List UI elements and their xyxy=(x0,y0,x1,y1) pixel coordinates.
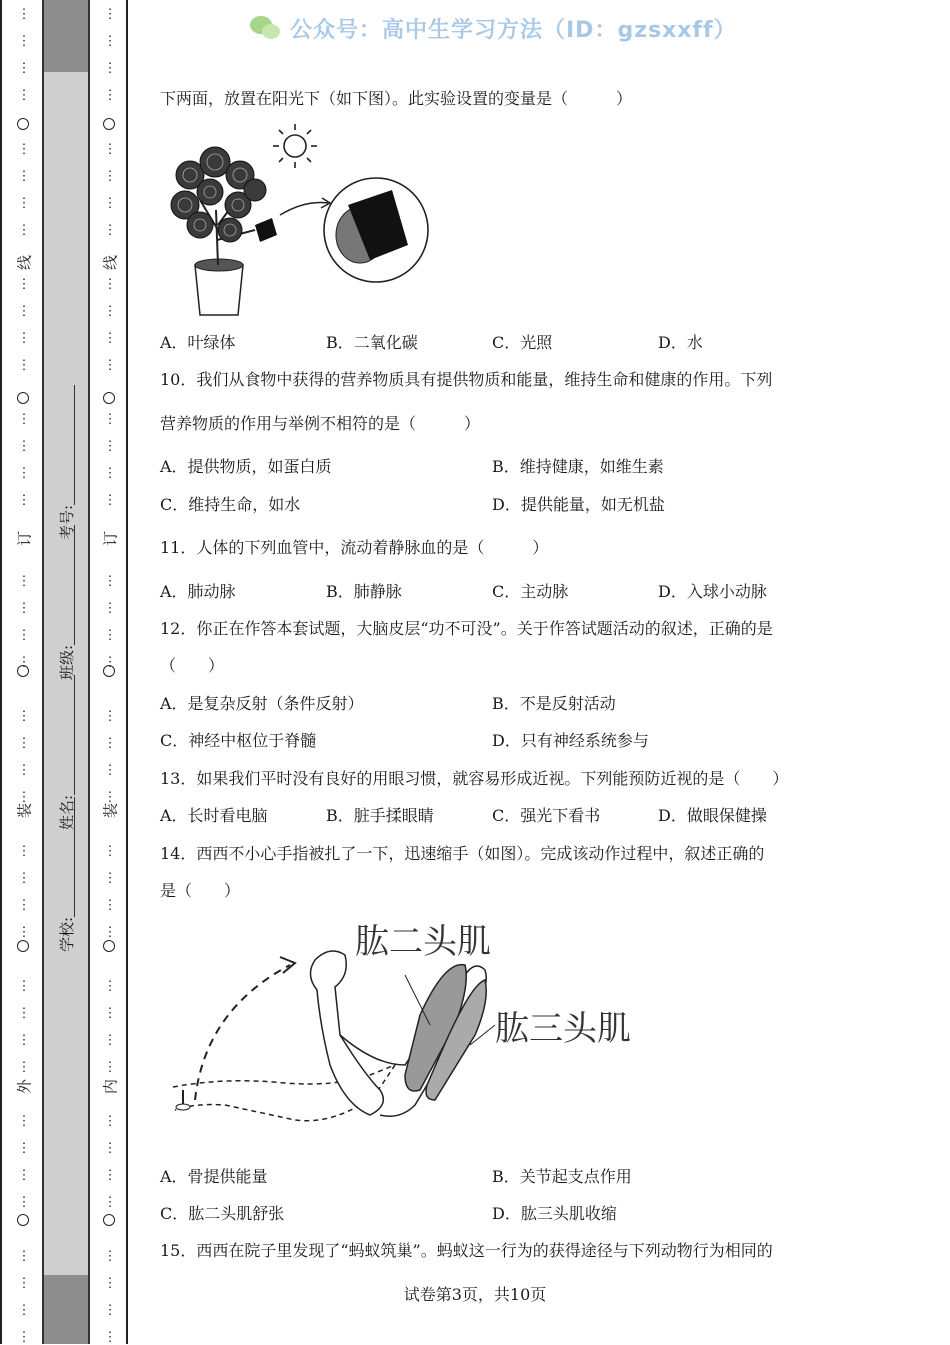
q12-option-b: B．不是反射活动 xyxy=(492,694,616,713)
seal-dots: ⋮ xyxy=(103,601,117,616)
seal-label: 线 xyxy=(101,255,120,271)
q11-option-b: B．肺静脉 xyxy=(326,582,402,601)
seal-dots: ⋮ xyxy=(103,574,117,589)
q10-option-b: B．维持健康，如维生素 xyxy=(492,457,664,476)
class-label: 班级: xyxy=(58,644,76,680)
seal-dots: ⋮ xyxy=(17,7,31,22)
q11-option-a: A．肺动脉 xyxy=(160,582,236,601)
seal-dots: ⋮ xyxy=(103,142,117,157)
seal-label: 装 xyxy=(15,803,34,819)
seal-dots: ⋮ xyxy=(103,304,117,319)
seal-dots: ⋮ xyxy=(17,628,31,643)
seal-dots: ⋮ xyxy=(17,196,31,211)
biceps-label: 肱二头肌 xyxy=(355,922,491,962)
potted-plant xyxy=(171,147,277,315)
seal-label: 订 xyxy=(15,531,34,547)
seal-label: 订 xyxy=(101,531,120,547)
q13-option-c: C．强光下看书 xyxy=(492,806,601,825)
seal-dots: ⋮ xyxy=(103,277,117,292)
seal-dots: ⋮ xyxy=(103,655,117,670)
class-field[interactable] xyxy=(56,525,77,680)
q10-stem-line1: 10．我们从食物中获得的营养物质具有提供物质和能量，维持生命和健康的作用。下列 xyxy=(160,370,773,389)
q12-option-a: A．是复杂反射（条件反射） xyxy=(160,694,364,713)
q12-stem-line1: 12．你正在作答本套试题，大脑皮层“功不可没”。关于作答试题活动的叙述，正确的是 xyxy=(160,619,773,638)
name-field[interactable] xyxy=(56,675,77,830)
seal-dots: ⋮ xyxy=(17,790,31,805)
seal-dots: ⋮ xyxy=(17,1114,31,1129)
seal-dots: ⋮ xyxy=(103,1168,117,1183)
seal-circle-icon xyxy=(103,392,115,404)
seal-dots: ⋮ xyxy=(103,763,117,778)
outer-seal-line xyxy=(14,0,34,1344)
arm-muscle-figure xyxy=(165,915,645,1150)
q12-option-d: D．只有神经系统参与 xyxy=(492,731,649,750)
q14-option-c: C．肱二头肌舒张 xyxy=(160,1204,285,1223)
seal-dots: ⋮ xyxy=(17,223,31,238)
q11-option-d: D．入球小动脉 xyxy=(658,582,767,601)
seal-dots: ⋮ xyxy=(17,763,31,778)
q9-option-d: D．水 xyxy=(658,333,703,352)
seal-dots: ⋮ xyxy=(103,628,117,643)
outer-border xyxy=(0,0,2,1344)
seal-dots: ⋮ xyxy=(103,196,117,211)
seal-dots: ⋮ xyxy=(17,142,31,157)
sun-icon xyxy=(273,124,317,168)
seal-dots: ⋮ xyxy=(103,1276,117,1291)
seal-circle-icon xyxy=(17,1214,29,1226)
seal-dots: ⋮ xyxy=(17,493,31,508)
leaf-closeup xyxy=(324,178,428,282)
seal-circle-icon xyxy=(17,665,29,677)
seal-dots: ⋮ xyxy=(17,88,31,103)
seal-dots: ⋮ xyxy=(103,1195,117,1210)
seal-dots: ⋮ xyxy=(17,412,31,427)
q15-stem: 15．西西在院子里发现了“蚂蚁筑巢”。蚂蚁这一行为的获得途径与下列动物行为相同的 xyxy=(160,1241,773,1260)
q13-stem: 13．如果我们平时没有良好的用眼习惯，就容易形成近视。下列能预防近视的是（ ） xyxy=(160,769,789,788)
q11-option-c: C．主动脉 xyxy=(492,582,569,601)
binding-block-top xyxy=(42,0,90,72)
seal-dots: ⋮ xyxy=(103,466,117,481)
header-title: 公众号：高中生学习方法（ID：gzsxxff） xyxy=(290,17,737,43)
inner-border xyxy=(126,0,128,1344)
q9-option-a: A．叶绿体 xyxy=(160,333,236,352)
seal-dots: ⋮ xyxy=(103,331,117,346)
seal-dots: ⋮ xyxy=(17,709,31,724)
seal-dots: ⋮ xyxy=(103,1114,117,1129)
page-header xyxy=(250,12,737,44)
seal-circle-icon xyxy=(103,118,115,130)
q13-option-d: D．做眼保健操 xyxy=(658,806,767,825)
seal-dots: ⋮ xyxy=(17,1195,31,1210)
seal-dots: ⋮ xyxy=(103,844,117,859)
school-label: 学校: xyxy=(58,916,76,952)
q10-option-d: D．提供能量，如无机盐 xyxy=(492,495,665,514)
seal-dots: ⋮ xyxy=(17,34,31,49)
seal-dots: ⋮ xyxy=(103,493,117,508)
triceps-label: 肱三头肌 xyxy=(495,1009,631,1049)
seal-circle-icon xyxy=(103,940,115,952)
q14-option-b: B．关节起支点作用 xyxy=(492,1167,632,1186)
seal-dots: ⋮ xyxy=(103,709,117,724)
seal-dots: ⋮ xyxy=(17,1330,31,1345)
q13-option-a: A．长时看电脑 xyxy=(160,806,268,825)
seal-dots: ⋮ xyxy=(103,1141,117,1156)
q10-option-c: C．维持生命，如水 xyxy=(160,495,301,514)
seal-dots: ⋮ xyxy=(17,304,31,319)
seal-dots: ⋮ xyxy=(17,1060,31,1075)
seal-dots: ⋮ xyxy=(17,169,31,184)
seal-dots: ⋮ xyxy=(17,736,31,751)
seal-dots: ⋮ xyxy=(103,1033,117,1048)
seal-dots: ⋮ xyxy=(103,412,117,427)
plant-figure xyxy=(160,120,450,320)
seal-dots: ⋮ xyxy=(103,898,117,913)
seal-label: 内 xyxy=(101,1079,120,1095)
inner-seal-line xyxy=(100,0,120,1344)
seal-dots: ⋮ xyxy=(17,871,31,886)
seal-dots: ⋮ xyxy=(103,1006,117,1021)
seal-dots: ⋮ xyxy=(103,1330,117,1345)
wechat-icon xyxy=(250,14,282,42)
seal-circle-icon xyxy=(103,665,115,677)
q12-option-c: C．神经中枢位于脊髓 xyxy=(160,731,317,750)
seal-dots: ⋮ xyxy=(103,1060,117,1075)
seal-label: 外 xyxy=(15,1079,34,1095)
q9-option-c: C．光照 xyxy=(492,333,553,352)
seal-dots: ⋮ xyxy=(103,736,117,751)
seal-dots: ⋮ xyxy=(103,169,117,184)
arrow-icon xyxy=(280,957,295,973)
seal-dots: ⋮ xyxy=(103,223,117,238)
seal-dots: ⋮ xyxy=(103,88,117,103)
seal-dots: ⋮ xyxy=(17,979,31,994)
seal-dots: ⋮ xyxy=(103,1249,117,1264)
seal-dots: ⋮ xyxy=(17,466,31,481)
q14-option-a: A．骨提供能量 xyxy=(160,1167,268,1186)
exam-no-label: 考号: xyxy=(58,504,76,540)
seal-dots: ⋮ xyxy=(17,1303,31,1318)
seal-dots: ⋮ xyxy=(103,871,117,886)
q10-stem-line2: 营养物质的作用与举例不相符的是（ ） xyxy=(160,414,481,433)
seal-dots: ⋮ xyxy=(103,439,117,454)
seal-dots: ⋮ xyxy=(17,1141,31,1156)
seal-dots: ⋮ xyxy=(17,574,31,589)
seal-circle-icon xyxy=(103,1214,115,1226)
seal-circle-icon xyxy=(17,940,29,952)
seal-dots: ⋮ xyxy=(17,601,31,616)
seal-dots: ⋮ xyxy=(103,1303,117,1318)
name-label: 姓名: xyxy=(58,794,76,830)
seal-label: 装 xyxy=(101,803,120,819)
q10-option-a: A．提供物质，如蛋白质 xyxy=(160,457,332,476)
seal-dots: ⋮ xyxy=(103,979,117,994)
q14-stem-line1: 14．西西不小心手指被扎了一下，迅速缩手（如图）。完成该动作过程中，叙述正确的 xyxy=(160,844,765,863)
seal-dots: ⋮ xyxy=(103,358,117,373)
seal-dots: ⋮ xyxy=(17,844,31,859)
seal-circle-icon xyxy=(17,392,29,404)
seal-dots: ⋮ xyxy=(17,1033,31,1048)
arrow-icon xyxy=(280,203,328,216)
seal-dots: ⋮ xyxy=(103,61,117,76)
exam-no-field[interactable] xyxy=(56,385,77,540)
page-footer: 试卷第3页，共10页 xyxy=(403,1285,547,1304)
seal-dots: ⋮ xyxy=(17,1006,31,1021)
seal-dots: ⋮ xyxy=(17,1168,31,1183)
q9-option-b: B．二氧化碳 xyxy=(326,333,418,352)
seal-dots: ⋮ xyxy=(17,439,31,454)
q14-stem-line2: 是（ ） xyxy=(160,881,241,900)
seal-dots: ⋮ xyxy=(103,7,117,22)
seal-dots: ⋮ xyxy=(103,34,117,49)
seal-dots: ⋮ xyxy=(17,61,31,76)
seal-dots: ⋮ xyxy=(103,790,117,805)
q12-stem-line2: （ ） xyxy=(160,656,225,675)
seal-dots: ⋮ xyxy=(17,1276,31,1291)
seal-circle-icon xyxy=(17,118,29,130)
seal-dots: ⋮ xyxy=(17,898,31,913)
seal-dots: ⋮ xyxy=(103,925,117,940)
seal-dots: ⋮ xyxy=(17,331,31,346)
q11-stem: 11．人体的下列血管中，流动着静脉血的是（ ） xyxy=(160,538,549,557)
q14-option-d: D．肱三头肌收缩 xyxy=(492,1204,617,1223)
seal-dots: ⋮ xyxy=(17,925,31,940)
seal-dots: ⋮ xyxy=(17,655,31,670)
seal-dots: ⋮ xyxy=(17,358,31,373)
q13-option-b: B．脏手揉眼睛 xyxy=(326,806,434,825)
seal-dots: ⋮ xyxy=(17,277,31,292)
q9-stem-tail: 下两面，放置在阳光下（如下图）。此实验设置的变量是（ ） xyxy=(160,89,633,108)
seal-dots: ⋮ xyxy=(17,1249,31,1264)
seal-label: 线 xyxy=(15,255,34,271)
